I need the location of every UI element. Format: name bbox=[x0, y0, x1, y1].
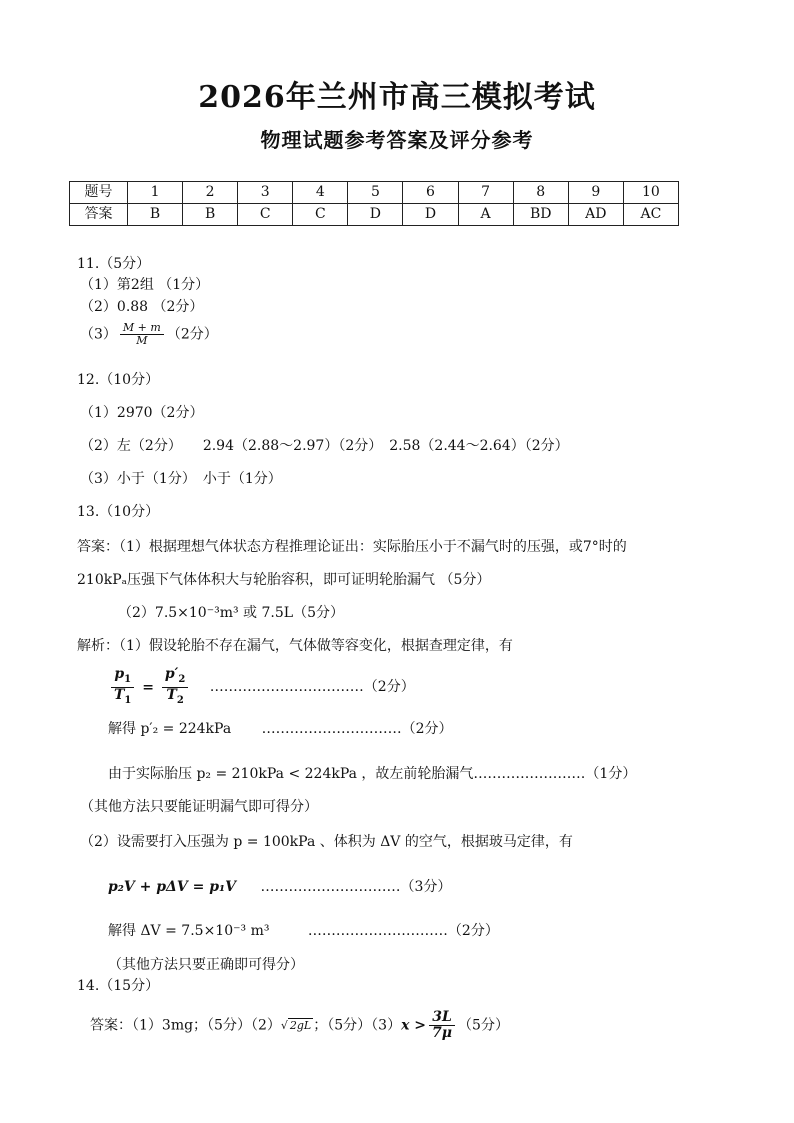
table-cell: 3 bbox=[238, 182, 293, 204]
table-cell: 5 bbox=[348, 182, 403, 204]
q12-part3: （3）小于（1分） 小于（1分） bbox=[80, 471, 282, 487]
q13-answer-line2: 210kPₐ压强下气体体积大与轮胎容积，即可证明轮胎漏气 （5分） bbox=[77, 572, 491, 588]
answer-table bbox=[69, 181, 679, 226]
answer-table-answer-row bbox=[70, 204, 679, 226]
table-cell: AD bbox=[568, 204, 623, 226]
q14-answer-b: ；（5分）（3） bbox=[313, 1017, 402, 1034]
q13-note1: （其他方法只要能证明漏气即可得分） bbox=[80, 799, 318, 815]
page-title: 2026年兰州市高三模拟考试 bbox=[198, 80, 596, 115]
q13-eq2-text: 解得 p′₂ = 224kPa bbox=[108, 721, 232, 737]
table-cell: D bbox=[403, 204, 458, 226]
table-cell: AC bbox=[623, 204, 678, 226]
q13-eq4-text: p₂V + pΔV = p₁V bbox=[108, 879, 237, 895]
table-cell: B bbox=[183, 204, 238, 226]
q13-analysis-line1: 解析：（1）假设轮胎不存在漏气，气体做等容变化，根据查理定律，有 bbox=[77, 638, 513, 654]
q13-eq5-text: 解得 ΔV = 7.5×10⁻³ m³ bbox=[108, 923, 270, 939]
table-cell: 1 bbox=[128, 182, 183, 204]
equals-sign: = bbox=[137, 679, 159, 696]
q13-eq1-dots: ……………………………（2分） bbox=[209, 679, 415, 696]
q11-part3 bbox=[80, 322, 218, 347]
row-label-answer: 答案 bbox=[70, 204, 128, 226]
q13-eq5-dots: …………………………（2分） bbox=[307, 923, 499, 939]
table-cell: C bbox=[238, 204, 293, 226]
table-cell: BD bbox=[513, 204, 568, 226]
table-cell: 4 bbox=[293, 182, 348, 204]
table-cell: 10 bbox=[623, 182, 678, 204]
fraction-3l-7mu: $\frac{3L}{7\mu}$ bbox=[429, 1010, 455, 1041]
table-cell: 2 bbox=[183, 182, 238, 204]
q12-part2: （2）左（2分） 2.94（2.88～2.97）（2分） 2.58（2.44～2.64）（2分） bbox=[80, 438, 569, 454]
q13-equation1 bbox=[108, 667, 415, 708]
fraction-numerator: M + m bbox=[120, 322, 164, 335]
table-cell: B bbox=[128, 204, 183, 226]
q12-heading: 12.（10分） bbox=[77, 372, 160, 388]
q14-heading: 14.（15分） bbox=[77, 978, 160, 994]
q13-note2: （其他方法只要正确即可得分） bbox=[108, 957, 304, 973]
inequality-left: x > bbox=[401, 1017, 427, 1034]
answer-table-number-row bbox=[70, 182, 679, 204]
table-cell: D bbox=[348, 204, 403, 226]
q13-eq3-dots: ……………………（1分） bbox=[473, 766, 637, 782]
q13-eq4-dots: …………………………（3分） bbox=[260, 879, 452, 895]
q14-answer bbox=[90, 1010, 509, 1041]
page-subtitle: 物理试题参考答案及评分参考 bbox=[260, 128, 534, 152]
fraction-denominator: M bbox=[136, 334, 148, 347]
q11-part3-score: （2分） bbox=[166, 326, 218, 343]
fraction-p1-t1: $\frac{p_1}{T_1}$ bbox=[111, 667, 134, 708]
q11-part3-prefix: （3） bbox=[80, 326, 117, 343]
q13-equation2 bbox=[108, 720, 453, 738]
q14-answer-c: （5分） bbox=[458, 1017, 509, 1034]
q13-eq2-dots: …………………………（2分） bbox=[261, 721, 453, 737]
q11-part1: （1）第2组 （1分） bbox=[80, 277, 210, 293]
q11-heading: 11.（5分） bbox=[77, 256, 151, 272]
table-cell: 9 bbox=[568, 182, 623, 204]
q13-heading: 13.（10分） bbox=[77, 504, 160, 520]
sqrt-expression: √ 2gL bbox=[280, 1018, 312, 1032]
table-cell: 8 bbox=[513, 182, 568, 204]
q13-eq3-text: 由于实际胎压 p₂ = 210kPa < 224kPa ，故左前轮胎漏气 bbox=[108, 766, 474, 782]
q11-part2: （2）0.88 （2分） bbox=[80, 299, 204, 315]
fraction-p2-t2: $\frac{p'_2}{T_2}$ bbox=[162, 667, 188, 708]
table-cell: C bbox=[293, 204, 348, 226]
q13-equation4 bbox=[108, 878, 451, 896]
q13-part2-line1: （2）设需要打入压强为 p = 100kPa 、体积为 ΔV 的空气，根据玻马定律，有 bbox=[80, 834, 573, 850]
row-label-number: 题号 bbox=[70, 182, 128, 204]
q13-equation3 bbox=[108, 765, 636, 783]
table-cell: 7 bbox=[458, 182, 513, 204]
q13-equation5 bbox=[108, 922, 499, 940]
q14-answer-a: 答案：（1）3mg；（5分）（2） bbox=[90, 1017, 281, 1034]
q12-part1: （1）2970（2分） bbox=[80, 405, 204, 421]
q13-answer-line3: （2）7.5×10⁻³m³ 或 7.5L（5分） bbox=[118, 605, 344, 621]
table-cell: A bbox=[458, 204, 513, 226]
q11-fraction bbox=[120, 322, 164, 347]
table-cell: 6 bbox=[403, 182, 458, 204]
q13-answer-line1: 答案：（1）根据理想气体状态方程推理论证出：实际胎压小于不漏气时的压强，或7°时的 bbox=[77, 539, 627, 555]
